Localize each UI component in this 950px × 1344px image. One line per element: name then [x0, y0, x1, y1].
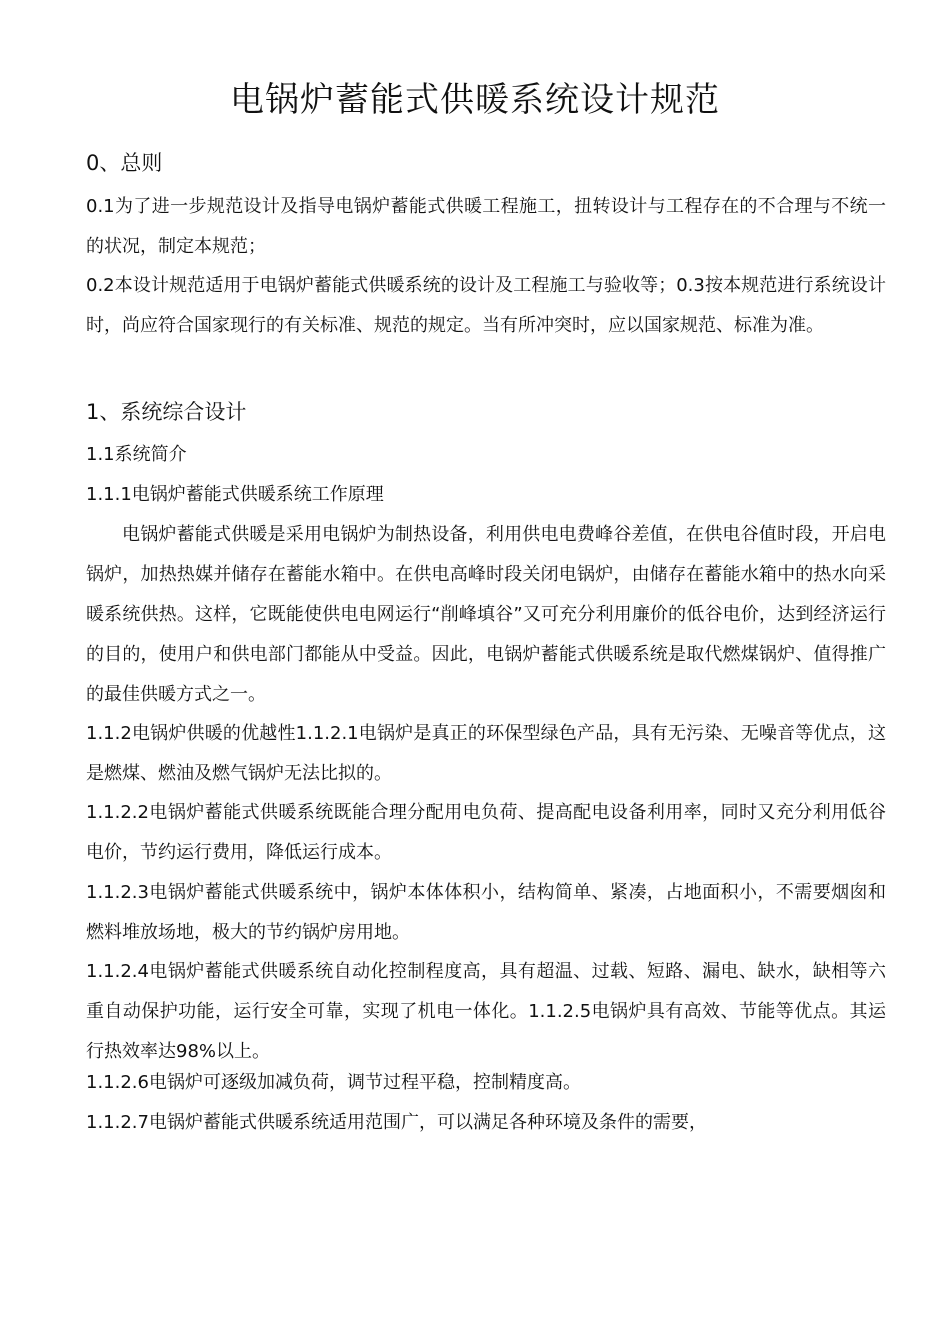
subsection-1-1-1-heading: 1.1.1电锅炉蓄能式供暖系统工作原理 [86, 484, 384, 505]
section-heading-system-design: 1、系统综合设计 [86, 400, 247, 424]
subsection-1-1-heading: 1.1系统简介 [86, 444, 187, 465]
paragraph-0-2: 0.2本设计规范适用于电锅炉蓄能式供暖系统的设计及工程施工与验收等；0.3按本规范进行系统设计时，尚应符合国家现行的有关标准、规范的规定。当有所冲突时，应以国家规范、标准为准。 [86, 275, 886, 336]
paragraph-1-1-2-7: 1.1.2.7电锅炉蓄能式供暖系统适用范围广，可以满足各种环境及条件的需要， [86, 1112, 707, 1133]
paragraph-working-principle: 电锅炉蓄能式供暖是采用电锅炉为制热设备，利用供电电费峰谷差值，在供电谷值时段，开启电锅炉，加热热媒并储存在蓄能水箱中。在供电高峰时段关闭电锅炉，由储存在蓄能水箱中的热水向采暖系统供热。这样，它既能使供电电网运行“削峰填谷”又可充分利用廉价的低谷电价，达到经济运行的目的，使用户和供电部门都能从中受益。因此，电锅炉蓄能式供暖系统是取代燃煤锅炉、值得推广的最佳供暖方式之一。 [86, 524, 886, 705]
document-title: 电锅炉蓄能式供暖系统设计规范 [230, 80, 720, 120]
section-heading-general: 0、总则 [86, 151, 163, 175]
paragraph-1-1-2-3: 1.1.2.3电锅炉蓄能式供暖系统中，锅炉本体体积小，结构简单、紧凑，占地面积小，不需要烟囱和燃料堆放场地，极大的节约锅炉房用地。 [86, 882, 886, 943]
paragraph-1-1-2: 1.1.2电锅炉供暖的优越性1.1.2.1电锅炉是真正的环保型绿色产品，具有无污染、无噪音等优点，这是燃煤、燃油及燃气锅炉无法比拟的。 [86, 723, 886, 784]
paragraph-1-1-2-4: 1.1.2.4电锅炉蓄能式供暖系统自动化控制程度高，具有超温、过载、短路、漏电、缺水，缺相等六重自动保护功能，运行安全可靠，实现了机电一体化。1.1.2.5电锅炉具有高效、节能等优点。其运行热效率达98%以上。 [86, 961, 886, 1062]
paragraph-0-1: 0.1为了进一步规范设计及指导电锅炉蓄能式供暖工程施工，扭转设计与工程存在的不合理与不统一的状况，制定本规范； [86, 196, 886, 257]
paragraph-1-1-2-6: 1.1.2.6电锅炉可逐级加减负荷，调节过程平稳，控制精度高。 [86, 1072, 581, 1093]
paragraph-1-1-2-2: 1.1.2.2电锅炉蓄能式供暖系统既能合理分配用电负荷、提高配电设备利用率，同时又充分利用低谷电价，节约运行费用，降低运行成本。 [86, 802, 886, 863]
